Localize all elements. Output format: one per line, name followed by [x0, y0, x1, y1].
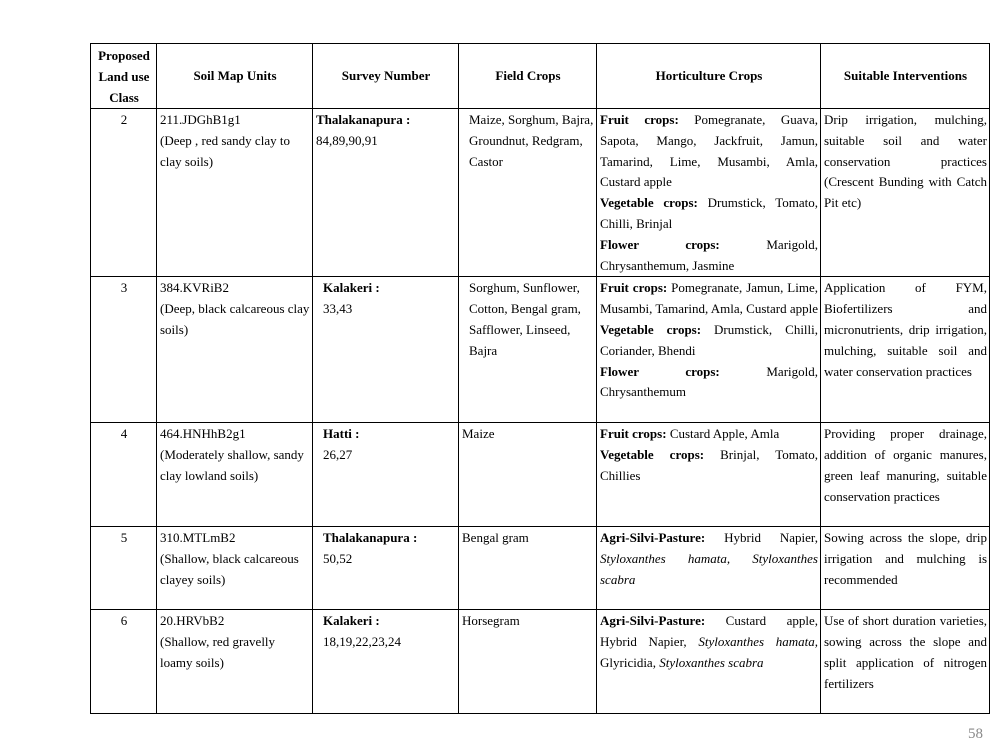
village-name: Kalakeri : [323, 280, 380, 296]
survey-number-cell [313, 423, 459, 527]
interventions: Use of short duration varieties, sowing across the slope and split application of nitrogen fertilizers [821, 610, 990, 714]
field-crops: Maize, Sorghum, Bajra, Groundnut, Redgram, Castor [459, 109, 597, 277]
flower-crops-label: Flower crops: [600, 363, 720, 379]
vegetable-crops-label: Vegetable crops: [600, 447, 705, 463]
agri-silvi-pasture [600, 611, 818, 673]
header-survey-number: Survey Number [313, 44, 459, 109]
flower-crops [600, 235, 818, 277]
field-crops: Sorghum, Sunflower, Cotton, Bengal gram, Safflower, Linseed, Bajra [459, 277, 597, 423]
flower-crops [600, 362, 818, 404]
land-use-class: 4 [91, 423, 157, 527]
land-use-class: 3 [91, 277, 157, 423]
fruit-crops-list: Custard Apple, Amla [669, 426, 780, 442]
fruit-crops [600, 110, 818, 193]
table-row [91, 109, 990, 277]
vegetable-crops-label: Vegetable crops: [600, 321, 702, 337]
horticulture-cell [597, 527, 821, 610]
soil-map-unit-cell [157, 610, 313, 714]
agri-silvi-pasture-list: Hybrid Napier, [724, 530, 818, 546]
survey-numbers: 18,19,22,23,24 [323, 634, 401, 650]
field-crops: Bengal gram [459, 527, 597, 610]
soil-map-unit-cell [157, 423, 313, 527]
agri-silvi-pasture-list: Custard apple, Hybrid Napier, [600, 613, 818, 650]
table-row [91, 277, 990, 423]
flower-crops-list: Marigold, Chrysanthemum, Jasmine [600, 236, 818, 273]
village-name: Hatti : [323, 426, 360, 442]
fruit-crops-label: Fruit crops: [600, 280, 668, 296]
soil-map-unit-cell [157, 109, 313, 277]
flower-crops-label: Flower crops: [600, 236, 720, 252]
soil-description: (Deep, black calcareous clay soils) [160, 301, 310, 337]
vegetable-crops-list: Drumstick, Chilli, Coriander, Bhendi [600, 321, 819, 358]
fruit-crops-list: Pomegranate, Jamun, Lime, Musambi, Tamarind, Amla, Custard apple [600, 280, 819, 317]
soil-map-unit-cell [157, 527, 313, 610]
interventions: Application of FYM, Biofertilizers and micronutrients, drip irrigation, mulching, suitable soil and water conservation practices [821, 277, 990, 423]
soil-unit-code: 310.MTLmB2 [160, 530, 236, 546]
agri-silvi-pasture-species: Styloxanthes hamata, Styloxanthes scabra [600, 551, 818, 587]
horticulture-cell [597, 109, 821, 277]
agri-silvi-pasture-label: Agri-Silvi-Pasture: [600, 613, 706, 629]
fruit-crops [600, 424, 818, 445]
interventions: Providing proper drainage, addition of organic manures, green leaf manuring, suitable conservation practices [821, 423, 990, 527]
horticulture-cell [597, 277, 821, 423]
vegetable-crops [600, 445, 818, 487]
field-crops: Maize [459, 423, 597, 527]
fruit-crops-label: Fruit crops: [600, 112, 679, 127]
header-horticulture-crops: Horticulture Crops [597, 44, 821, 109]
soil-description: (Deep , red sandy clay to clay soils) [160, 132, 290, 169]
village-name: Kalakeri : [323, 613, 380, 629]
soil-unit-code: 20.HRVbB2 [160, 613, 225, 629]
table-row [91, 527, 990, 610]
vegetable-crops-label: Vegetable crops: [600, 195, 698, 211]
land-use-class: 5 [91, 527, 157, 610]
survey-numbers: 50,52 [323, 551, 353, 567]
fruit-crops [600, 278, 818, 320]
survey-numbers: 26,27 [323, 447, 353, 463]
agri-silvi-pasture-species: Styloxanthes scabra [659, 654, 764, 670]
header-suitable-interventions: Suitable Interventions [821, 44, 990, 109]
header-soil-map-units: Soil Map Units [157, 44, 313, 109]
table-row [91, 423, 990, 527]
soil-description: (Moderately shallow, sandy clay lowland soils) [160, 447, 304, 483]
survey-number-cell [313, 610, 459, 714]
soil-unit-code: 384.KVRiB2 [160, 280, 229, 296]
table-row [91, 610, 990, 714]
header-land-use-class: Proposed Land use Class [91, 44, 157, 109]
agri-silvi-pasture-species: Styloxanthes hamata, [698, 634, 818, 650]
field-crops: Horsegram [459, 610, 597, 714]
survey-numbers: 84,89,90,91 [316, 132, 378, 148]
header-field-crops: Field Crops [459, 44, 597, 109]
crop-suitability-table [90, 43, 990, 714]
village-name: Thalakanapura : [323, 530, 418, 546]
header-row [91, 44, 990, 109]
interventions: Drip irrigation, mulching, suitable soil and water conservation practices (Crescent Bunding with Catch Pit etc) [821, 109, 990, 277]
agri-silvi-pasture [600, 528, 818, 590]
fruit-crops-list: Pomegranate, Guava, Sapota, Mango, Jackfruit, Jamun, Tamarind, Lime, Musambi, Amla, Custard apple [600, 112, 819, 190]
village-name: Thalakanapura : [316, 112, 411, 127]
land-use-class: 6 [91, 610, 157, 714]
survey-number-cell [313, 277, 459, 423]
survey-number-cell [313, 109, 459, 277]
land-use-class: 2 [91, 109, 157, 277]
vegetable-crops-list: Drumstick, Tomato, Chilli, Brinjal [600, 195, 818, 231]
interventions: Sowing across the slope, drip irrigation and mulching is recommended [821, 527, 990, 610]
soil-description: (Shallow, red gravelly loamy soils) [160, 634, 276, 670]
agri-silvi-pasture-label: Agri-Silvi-Pasture: [600, 530, 706, 546]
soil-unit-code: 464.HNHhB2g1 [160, 426, 246, 442]
survey-numbers: 33,43 [323, 301, 353, 317]
flower-crops-list: Marigold, Chrysanthemum [600, 363, 818, 400]
agri-silvi-pasture-list: Glyricidia, [600, 654, 656, 670]
soil-description: (Shallow, black calcareous clayey soils) [160, 551, 299, 587]
soil-map-unit-cell [157, 277, 313, 423]
vegetable-crops [600, 193, 818, 235]
vegetable-crops [600, 320, 818, 362]
page-number: 58 [968, 726, 983, 742]
horticulture-cell [597, 610, 821, 714]
horticulture-cell [597, 423, 821, 527]
soil-unit-code: 211.JDGhB1g1 [160, 112, 241, 127]
vegetable-crops-list: Brinjal, Tomato, Chillies [600, 447, 819, 483]
fruit-crops-label: Fruit crops: [600, 426, 667, 442]
survey-number-cell [313, 527, 459, 610]
